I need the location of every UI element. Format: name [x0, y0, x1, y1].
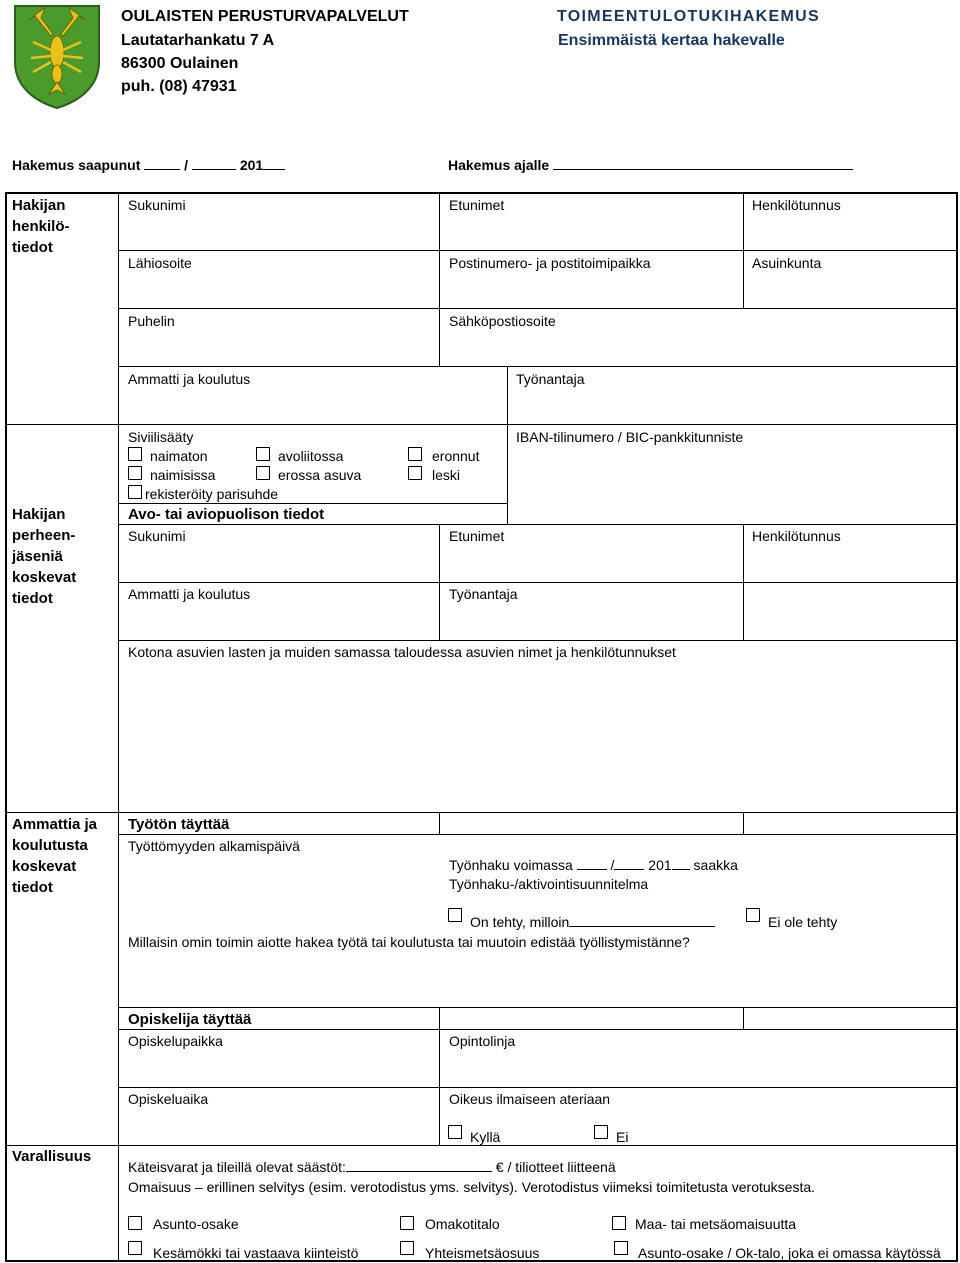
free-meal-no-label: Ei [616, 1129, 629, 1145]
applicant-employer-label: Työnantaja [516, 371, 585, 387]
cohabiting-label: avoliitossa [278, 448, 344, 464]
cottage-checkbox[interactable] [128, 1241, 142, 1255]
free-meal-no-checkbox[interactable] [594, 1125, 608, 1139]
received-day-field[interactable] [144, 169, 180, 170]
education-side-label: Ammattia ja koulutusta koskevat tiedot [12, 816, 98, 896]
study-place-label: Opiskelupaikka [128, 1033, 223, 1049]
cash-suffix: € / tiliotteet liitteenä [495, 1159, 616, 1175]
property-note: Omaisuus – erillinen selvitys (esim. verotodistus yms. selvitys). Verotodistus viimeksi toimitetusta verotuksesta. [128, 1179, 816, 1195]
applicant-address-label: Lähiosoite [128, 255, 192, 271]
applicant-email-label: Sähköpostiosoite [449, 313, 556, 329]
applicant-postcode-label: Postinumero- ja postitoimipaikka [449, 255, 651, 271]
widow-label: leski [432, 467, 461, 483]
received-year: 201 [239, 157, 264, 173]
period-label: Hakemus ajalle [448, 157, 550, 173]
lobster-crest-icon [11, 2, 103, 110]
jobsearch-label: Työnhaku voimassa [449, 857, 573, 873]
plan-label: Työnhaku-/aktivointisuunnitelma [449, 876, 649, 892]
divorced-label: eronnut [432, 448, 480, 464]
jobsearch-sep: / [610, 857, 615, 873]
forest-share-checkbox[interactable] [400, 1241, 414, 1255]
form-title: TOIMEENTULOTUKIHAKEMUS [557, 8, 820, 25]
employment-question: Millaisin omin toimin aiotte hakea työtä tai koulutusta tai muutoin edistää työllistymistänne? [128, 934, 690, 950]
jobsearch-month-field[interactable] [614, 869, 644, 870]
house-label: Omakotitalo [425, 1216, 500, 1232]
spouse-employer-label: Työnantaja [449, 586, 518, 602]
cash-label: Käteisvarat ja tileillä olevat säästöt: [128, 1159, 346, 1175]
jobsearch-year: 201 [648, 857, 672, 873]
forest-share-label: Yhteismetsäosuus [425, 1245, 540, 1261]
received-year-field[interactable] [263, 169, 285, 170]
own-plot-checkbox[interactable] [614, 1241, 628, 1255]
cash-amount-field[interactable] [346, 1171, 492, 1172]
applicant-side-label: Hakijan henkilö- tiedot [12, 197, 70, 256]
unemployment-start-label: Työttömyyden alkamispäivä [128, 838, 300, 854]
student-heading: Opiskelija täyttää [128, 1011, 252, 1028]
received-line [12, 157, 285, 173]
married-checkbox[interactable] [128, 466, 142, 480]
spouse-heading: Avo- tai aviopuolison tiedot [128, 506, 325, 523]
family-side-label: Hakijan perheen- jäseniä koskevat tiedot [12, 506, 77, 607]
org-postal: 86300 Oulainen [121, 55, 239, 72]
jobsearch-year-field[interactable] [672, 869, 690, 870]
unemployed-heading: Työtön täyttää [128, 816, 230, 833]
separated-label: erossa asuva [278, 467, 362, 483]
separated-checkbox[interactable] [256, 466, 270, 480]
org-name: OULAISTEN PERUSTURVAPALVELUT [121, 8, 409, 25]
jobsearch-day-field[interactable] [577, 869, 607, 870]
plan-not-done-checkbox[interactable] [746, 908, 760, 922]
assets-side-label: Varallisuus [12, 1148, 92, 1165]
cash-line [128, 1159, 616, 1175]
received-label: Hakemus saapunut [12, 157, 141, 173]
unmarried-checkbox[interactable] [128, 447, 142, 461]
widow-checkbox[interactable] [408, 466, 422, 480]
unmarried-label: naimaton [150, 448, 208, 464]
period-field[interactable] [553, 169, 853, 170]
spouse-firstnames-label: Etunimet [449, 528, 505, 544]
org-phone: puh. (08) 47931 [121, 78, 237, 95]
plan-done-date-field[interactable] [569, 926, 715, 927]
jobsearch-until: saakka [693, 857, 738, 873]
received-sep: / [184, 157, 189, 173]
cottage-label: Kesämökki tai vastaava kiinteistö [153, 1245, 359, 1261]
org-address: Lautatarhankatu 7 A [121, 32, 275, 49]
spouse-surname-label: Sukunimi [128, 528, 186, 544]
spouse-ssn-label: Henkilötunnus [752, 528, 841, 544]
apartment-checkbox[interactable] [128, 1216, 142, 1230]
applicant-profession-label: Ammatti ja koulutus [128, 371, 251, 387]
own-plot-label: Asunto-osake / Ok-talo, joka ei omassa käytössä [638, 1245, 941, 1261]
plan-not-done-label: Ei ole tehty [768, 914, 838, 930]
iban-label: IBAN-tilinumero / BIC-pankkitunniste [516, 429, 744, 445]
plan-done-checkbox[interactable] [448, 908, 462, 922]
land-checkbox[interactable] [612, 1216, 626, 1230]
household-label: Kotona asuvien lasten ja muiden samassa taloudessa asuvien nimet ja henkilötunnukset [128, 644, 676, 660]
applicant-ssn-label: Henkilötunnus [752, 197, 841, 213]
land-label: Maa- tai metsäomaisuutta [635, 1216, 797, 1232]
study-time-label: Opiskeluaika [128, 1091, 209, 1107]
partnership-label: rekisteröity parisuhde [145, 486, 279, 502]
spouse-profession-label: Ammatti ja koulutus [128, 586, 251, 602]
apartment-label: Asunto-osake [153, 1216, 239, 1232]
partnership-checkbox[interactable] [128, 485, 142, 499]
applicant-firstnames-label: Etunimet [449, 197, 505, 213]
applicant-phone-label: Puhelin [128, 313, 175, 329]
free-meal-label: Oikeus ilmaiseen ateriaan [449, 1091, 611, 1107]
period-line [448, 157, 853, 173]
divorced-checkbox[interactable] [408, 447, 422, 461]
cohabiting-checkbox[interactable] [256, 447, 270, 461]
plan-done-label: On tehty, milloin [470, 914, 570, 930]
marital-status-label: Siviilisääty [128, 429, 194, 445]
received-month-field[interactable] [192, 169, 236, 170]
free-meal-yes-label: Kyllä [470, 1129, 501, 1145]
form-subtitle: Ensimmäistä kertaa hakevalle [558, 32, 785, 49]
municipal-crest [11, 2, 103, 110]
jobsearch-line [449, 857, 738, 873]
free-meal-yes-checkbox[interactable] [448, 1125, 462, 1139]
plan-done-line [470, 914, 715, 930]
house-checkbox[interactable] [400, 1216, 414, 1230]
applicant-surname-label: Sukunimi [128, 197, 186, 213]
applicant-municipality-label: Asuinkunta [752, 255, 822, 271]
study-line-label: Opintolinja [449, 1033, 516, 1049]
married-label: naimisissa [150, 467, 216, 483]
